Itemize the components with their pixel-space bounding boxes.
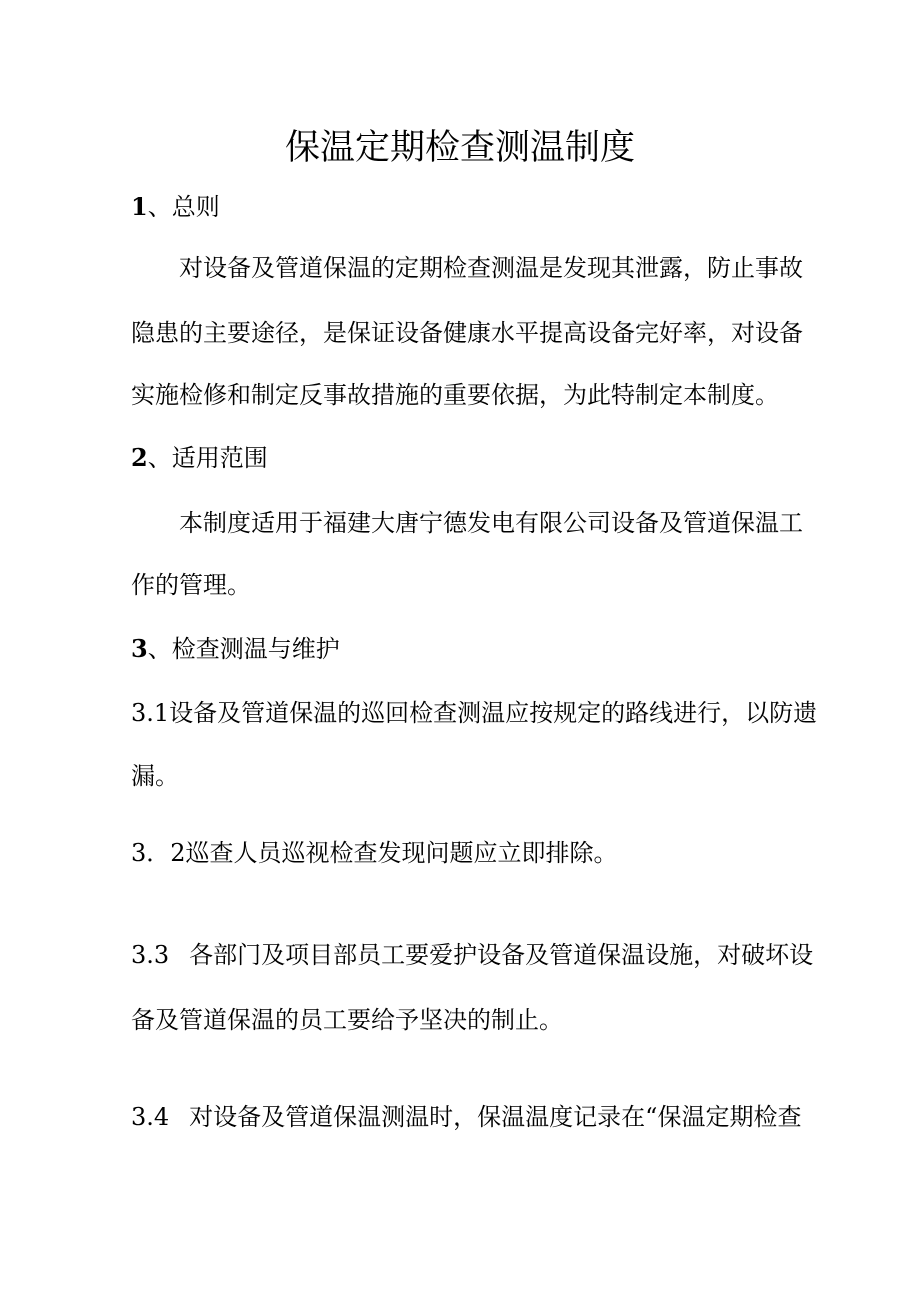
clause-3-2 xyxy=(131,836,618,870)
paragraph-line: 作的管理。 xyxy=(131,571,251,599)
paragraph-line: 对设备及管道保温的定期检查测温是发现其泄露，防止事故 xyxy=(179,254,803,282)
section-heading-inspection xyxy=(131,632,340,666)
clause-3-3 xyxy=(131,938,813,972)
clause-number: 3．2 xyxy=(131,839,186,867)
section-heading-general xyxy=(131,190,220,224)
clause-3-1 xyxy=(131,696,817,730)
clause-number: 3.4 xyxy=(131,1103,170,1131)
section-heading-text: 、适用范围 xyxy=(147,444,268,472)
paragraph-line: 备及管道保温的员工要给予坚决的制止。 xyxy=(131,1006,563,1034)
clause-text: 巡查人员巡视检查发现问题应立即排除。 xyxy=(185,839,618,867)
section-number: 3 xyxy=(131,634,148,663)
section-heading-text: 、检查测温与维护 xyxy=(147,635,340,663)
section-number: 2 xyxy=(131,443,148,472)
clause-number: 3.1 xyxy=(131,699,170,727)
clause-text: 对设备及管道保温测温时，保温温度记录在“保温定期检查 xyxy=(189,1103,802,1131)
paragraph-line: 实施检修和制定反事故措施的重要依据，为此特制定本制度。 xyxy=(131,381,779,409)
clause-text: 各部门及项目部员工要爱护设备及管道保温设施，对破坏设 xyxy=(189,941,814,969)
paragraph-line: 本制度适用于福建大唐宁德发电有限公司设备及管道保温工 xyxy=(179,509,803,537)
clause-number: 3.3 xyxy=(131,941,170,969)
paragraph-line: 隐患的主要途径，是保证设备健康水平提高设备完好率，对设备 xyxy=(131,319,803,347)
section-number: 1 xyxy=(131,192,148,221)
clause-text: 设备及管道保温的巡回检查测温应按规定的路线进行，以防遗 xyxy=(169,699,818,727)
clause-3-4 xyxy=(131,1100,801,1134)
section-heading-scope xyxy=(131,441,268,475)
section-heading-text: 、总则 xyxy=(147,193,220,221)
document-title: 保温定期检查测温制度 xyxy=(284,128,635,168)
paragraph-line: 漏。 xyxy=(131,762,179,790)
